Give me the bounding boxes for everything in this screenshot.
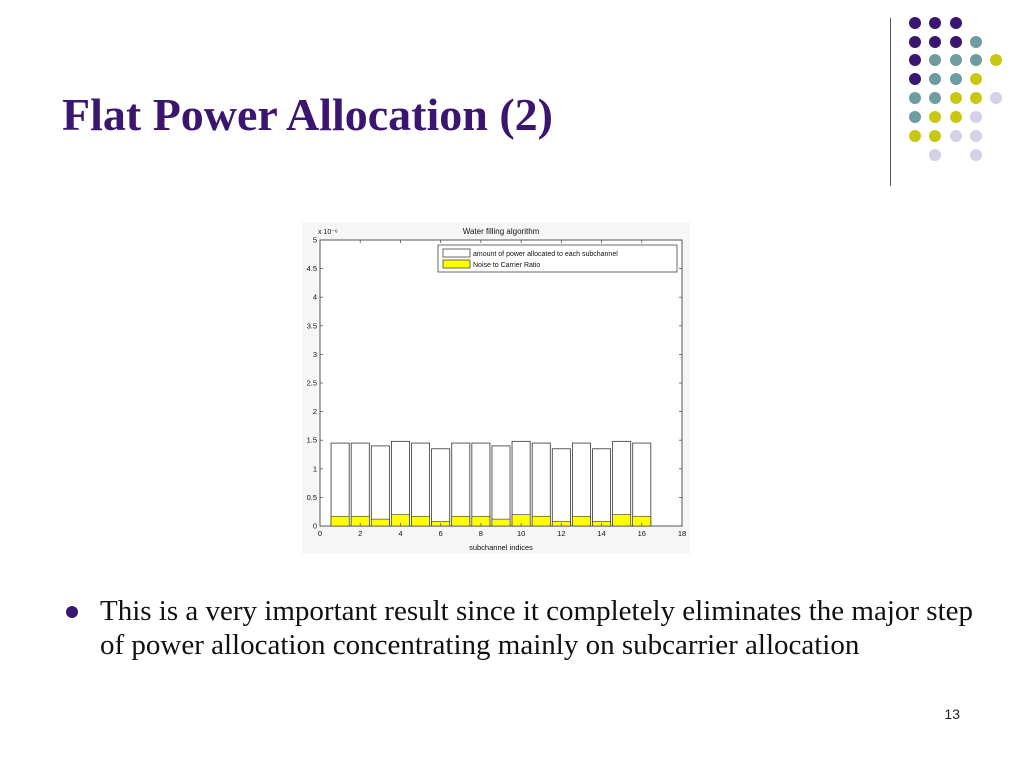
decor-dot <box>950 17 962 29</box>
decorative-divider <box>890 18 891 186</box>
decor-dot <box>929 36 941 48</box>
bar-noise <box>613 515 631 526</box>
bar-power <box>391 441 409 526</box>
decor-dot <box>929 54 941 66</box>
decor-dot <box>950 36 962 48</box>
x-tick-label: 16 <box>637 529 646 538</box>
decor-dot <box>950 130 962 142</box>
y-multiplier-label: x 10⁻⁶ <box>318 229 338 236</box>
bullet-text: This is a very important result since it completely eliminates the major step of power allocation concentrating mainly on subcarrier allocation <box>100 595 974 662</box>
x-tick-label: 4 <box>398 529 403 538</box>
y-tick-label: 3 <box>312 349 317 359</box>
bar-noise <box>452 516 470 526</box>
bar-power <box>432 449 450 526</box>
y-tick-label: 4.5 <box>306 264 317 274</box>
chart-title: Water filling algorithm <box>462 227 540 236</box>
y-tick-label: 2 <box>312 407 317 417</box>
bar-noise <box>572 516 590 526</box>
decor-dot <box>929 111 941 123</box>
decor-dot <box>929 73 941 85</box>
decor-dot <box>909 73 921 85</box>
chart-legend <box>438 245 677 272</box>
x-tick-label: 18 <box>677 529 687 538</box>
slide-title: Flat Power Allocation (2) <box>62 89 553 140</box>
x-tick-label: 14 <box>597 529 606 538</box>
y-tick-label: 5 <box>312 235 317 245</box>
decor-dot <box>929 130 941 142</box>
decor-dot <box>990 92 1002 104</box>
bar-noise <box>331 516 349 526</box>
bar-power <box>412 443 430 526</box>
decor-dot <box>970 130 982 142</box>
bullet-list <box>62 594 1002 662</box>
decor-dot <box>929 149 941 161</box>
water-filling-chart <box>302 222 690 554</box>
bar-noise <box>532 516 550 526</box>
x-axis-label: subchannel indices <box>469 543 533 552</box>
decor-dot <box>970 111 982 123</box>
x-tick-label: 12 <box>557 529 566 538</box>
y-tick-label: 1 <box>312 464 317 474</box>
bar-power <box>472 443 490 526</box>
decor-dot <box>909 111 921 123</box>
bullet-dot-icon <box>66 606 78 618</box>
bar-power <box>492 446 510 526</box>
chart-svg <box>302 222 690 554</box>
decor-dot <box>970 36 982 48</box>
x-tick-label: 0 <box>317 529 323 538</box>
x-tick-label: 8 <box>478 529 483 538</box>
bar-power <box>452 443 470 526</box>
decorative-dot-grid <box>906 10 1016 170</box>
bar-power <box>371 446 389 526</box>
decor-dot <box>909 130 921 142</box>
bar-noise <box>412 516 430 526</box>
bar-power <box>532 443 550 526</box>
bar-power <box>331 443 349 526</box>
legend-label-power: amount of power allocated to each subchannel <box>473 251 618 258</box>
bar-power <box>512 441 530 526</box>
decor-dot <box>990 54 1002 66</box>
decor-dot <box>950 54 962 66</box>
y-tick-label: 2.5 <box>306 378 317 388</box>
x-tick-label: 6 <box>438 529 443 538</box>
decor-dot <box>909 17 921 29</box>
decor-dot <box>970 92 982 104</box>
decor-dot <box>909 92 921 104</box>
y-tick-label: 3.5 <box>306 321 317 331</box>
decor-dot <box>950 111 962 123</box>
legend-swatch-noise <box>443 260 470 268</box>
decor-dot <box>950 73 962 85</box>
decor-dot <box>970 54 982 66</box>
bar-power <box>613 441 631 526</box>
decor-dot <box>970 73 982 85</box>
decor-dot <box>929 17 941 29</box>
bar-power <box>572 443 590 526</box>
y-tick-label: 1.5 <box>306 435 317 445</box>
bar-noise <box>492 519 510 526</box>
bar-power <box>593 449 611 526</box>
y-tick-label: 0.5 <box>306 492 317 502</box>
decor-dot <box>909 36 921 48</box>
decor-dot <box>929 92 941 104</box>
x-tick-label: 2 <box>358 529 363 538</box>
bar-power <box>552 449 570 526</box>
bar-power <box>351 443 369 526</box>
legend-swatch-power <box>443 249 470 257</box>
legend-label-noise: Noise to Carrier Ratio <box>473 262 541 269</box>
bar-noise <box>371 519 389 526</box>
decor-dot <box>950 92 962 104</box>
decor-dot <box>970 149 982 161</box>
x-tick-label: 10 <box>516 529 526 538</box>
decor-dot <box>909 54 921 66</box>
bar-power <box>633 443 651 526</box>
page-number: 13 <box>944 706 960 722</box>
y-tick-label: 0 <box>312 521 317 531</box>
bullet-item <box>62 594 1002 662</box>
y-tick-label: 4 <box>312 292 317 302</box>
